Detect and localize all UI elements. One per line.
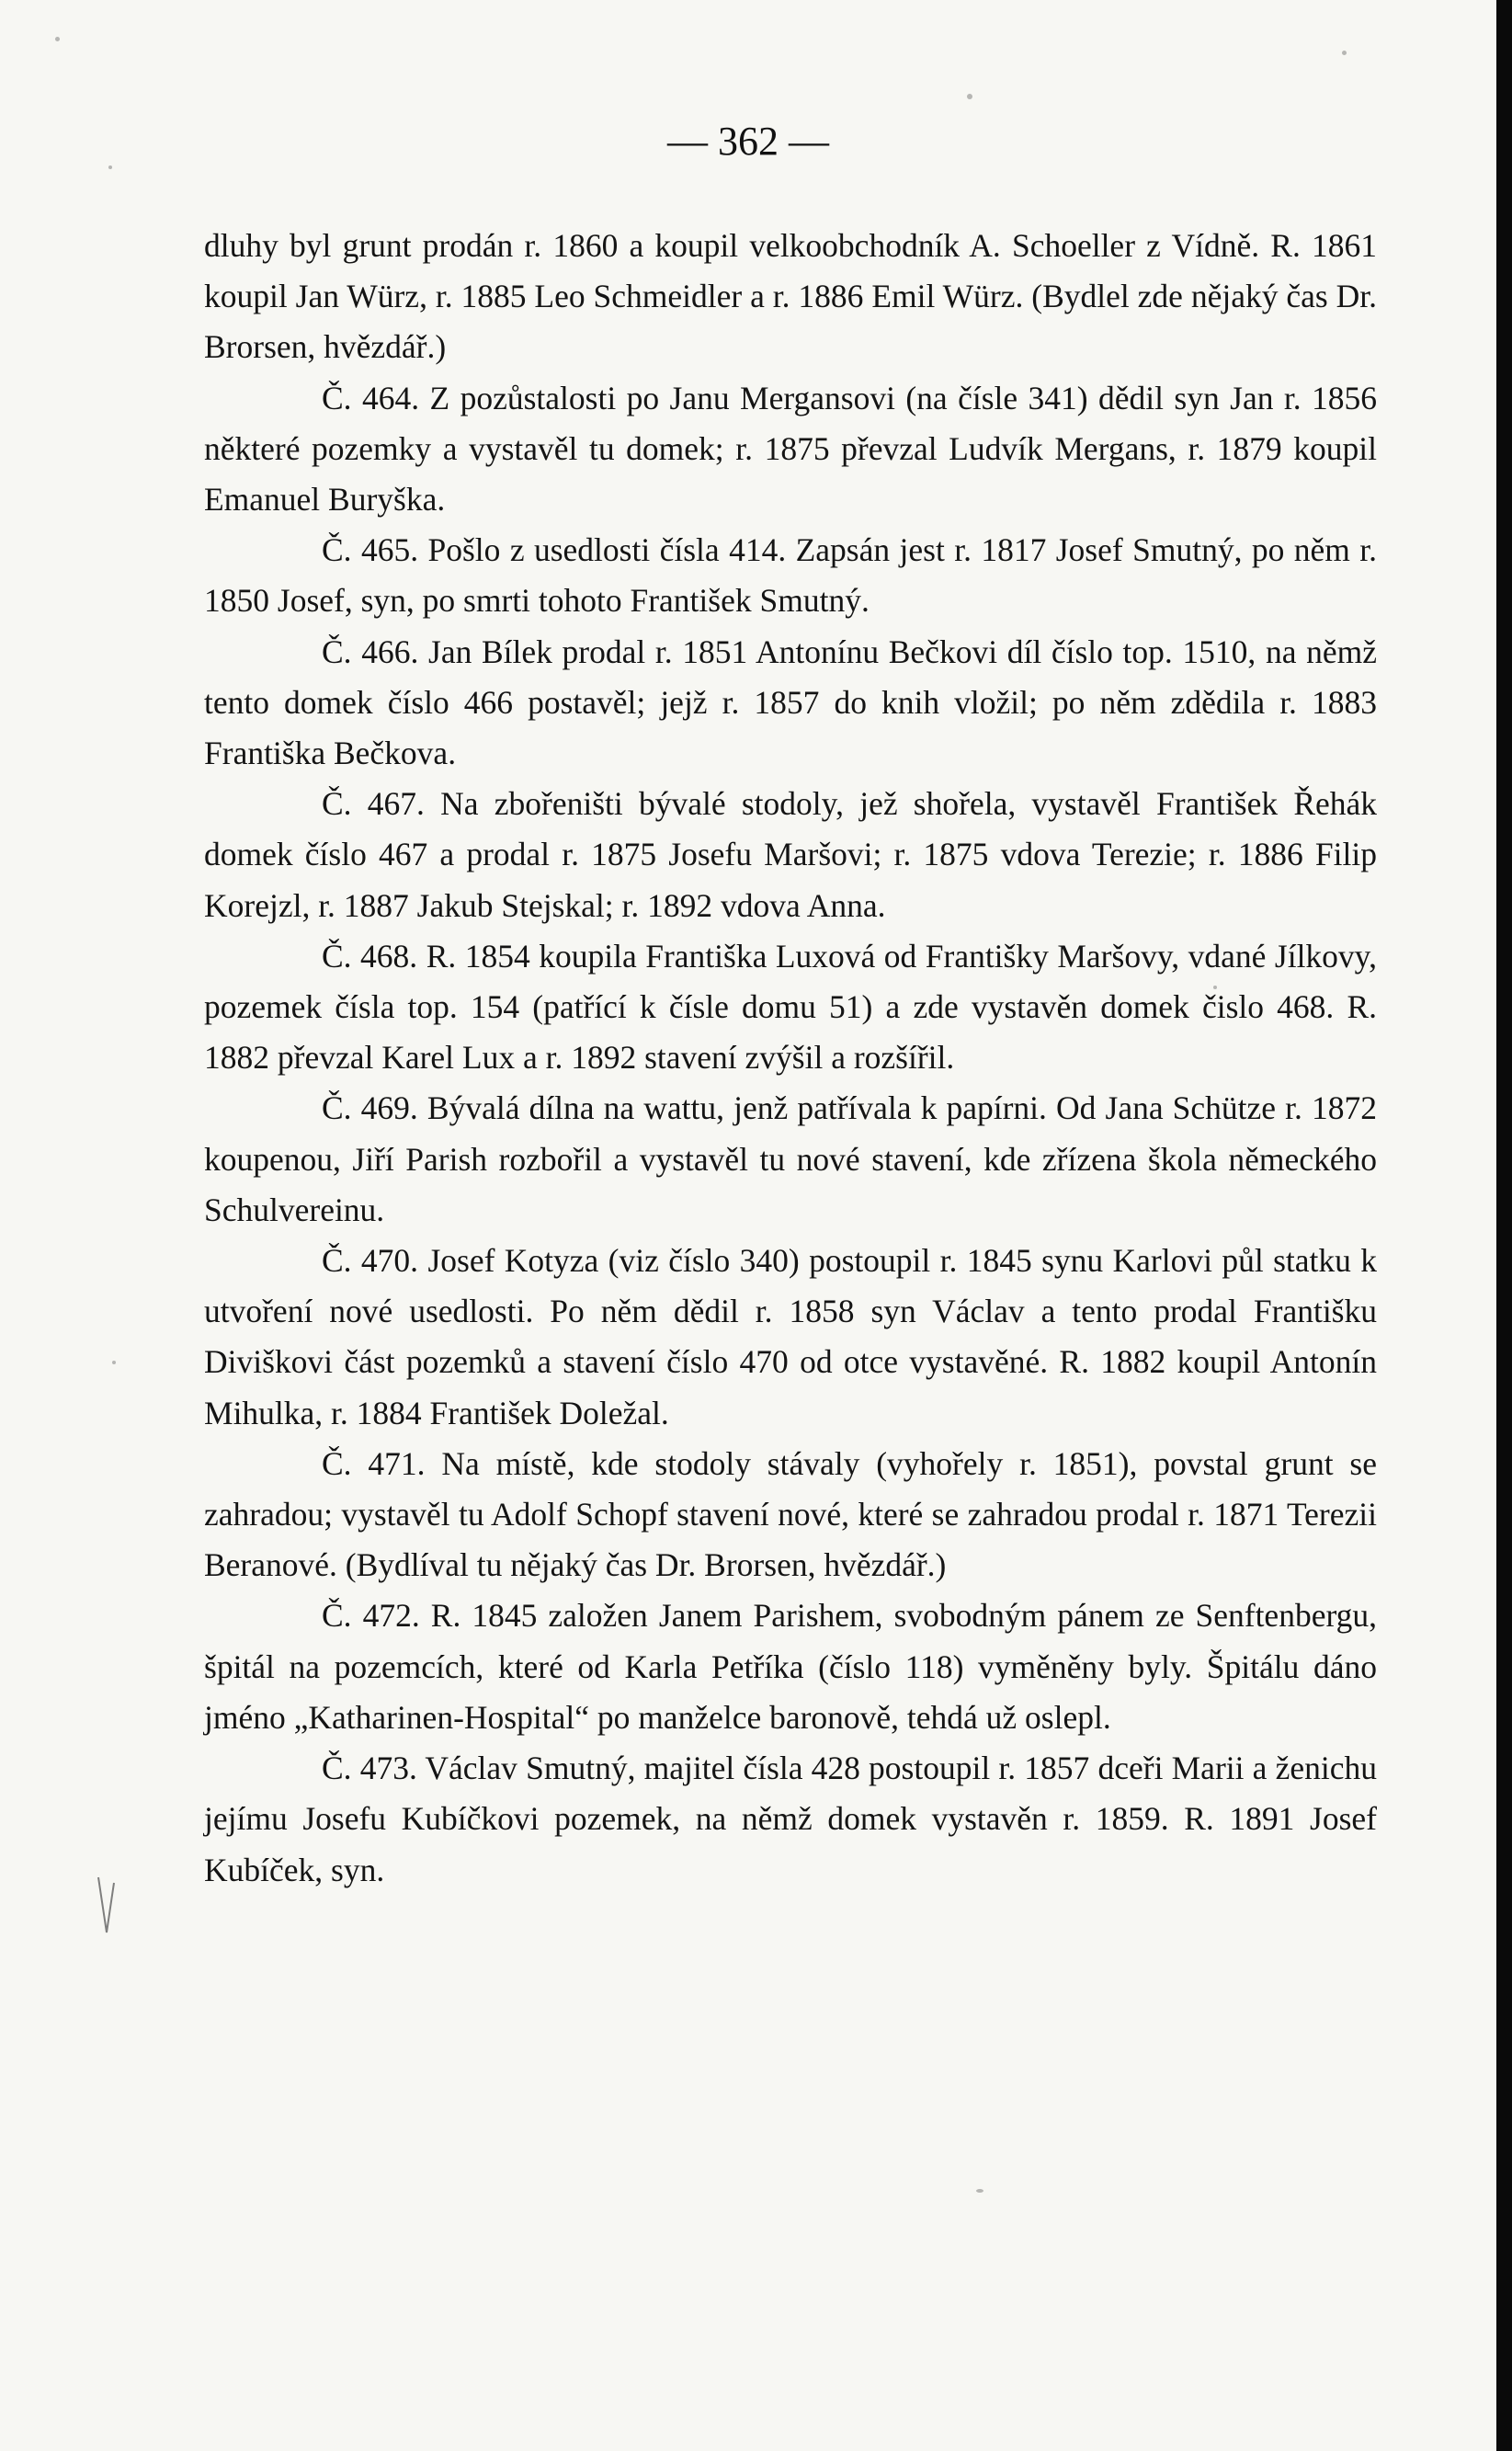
entry-label: Č. 467. bbox=[322, 785, 425, 823]
entry-label: Č. 471. bbox=[322, 1444, 426, 1482]
entry-text: Josef Kotyza (viz číslo 340) postoupil r. 1845 synu Karlovi půl statku k utvoření nové usedlosti. Po něm dědil r. 1858 syn Václav a tento prodal Františku Diviškovi část pozemků a stavení číslo 470 od otce vystavěné. R. 1882 koupil Antonín Mihulka, r. 1884 František Doležal. bbox=[204, 1242, 1378, 1431]
paper-speck bbox=[976, 2189, 983, 2193]
entry-471 bbox=[204, 1439, 1377, 1591]
entry-464 bbox=[204, 373, 1377, 526]
entry-text: Bývalá dílna na wattu, jenž patřívala k papírni. Od Jana Schütze r. 1872 koupenou, Jiří Parish rozbořil a vystavěl tu nové stavení, kde zřízena škola německého Schulvereinu. bbox=[204, 1089, 1378, 1228]
entry-text: Na zbořeništi bývalé stodoly, jež shořela, vystavěl František Řehák domek číslo 467 a prodal r. 1875 Josefu Maršovi; r. 1875 vdova Terezie; r. 1886 Filip Korejzl, r. 1887 Jakub Stejskal; r. 1892 vdova Anna. bbox=[204, 785, 1378, 924]
entry-465 bbox=[204, 525, 1377, 626]
entry-label: Č. 469. bbox=[322, 1089, 418, 1127]
entry-text: Jan Bílek prodal r. 1851 Antonínu Bečkovi díl číslo top. 1510, na němž tento domek číslo 466 postavěl; jejž r. 1857 do knih vložil; po něm zdědila r. 1883 Františka Bečkova. bbox=[204, 633, 1378, 772]
entry-label: Č. 472. bbox=[322, 1597, 420, 1635]
paragraph-text: dluhy byl grunt prodán r. 1860 a koupil velkoobchodník A. Schoeller z Vídně. R. 1861 koupil Jan Würz, r. 1885 Leo Schmeidler a r. 1886 Emil Würz. (Bydlel zde nějaký čas Dr. Brorsen, hvězdář.) bbox=[204, 227, 1377, 366]
paper-speck bbox=[112, 1361, 116, 1364]
entry-text: Pošlo z usedlosti čísla 414. Zapsán jest r. 1817 Josef Smutný, po něm r. 1850 Josef, syn, po smrti tohoto František Smutný. bbox=[204, 531, 1378, 620]
entry-text: Václav Smutný, majitel čísla 428 postoupil r. 1857 dceři Marii a ženichu jejímu Josefu Kubíčkovi pozemek, na němž domek vystavěn r. 1859. R. 1891 Josef Kubíček, syn. bbox=[204, 1750, 1377, 1888]
entry-473 bbox=[204, 1743, 1377, 1896]
entry-468 bbox=[204, 931, 1377, 1084]
entry-466 bbox=[204, 627, 1377, 780]
entry-label: Č. 466. bbox=[322, 633, 419, 670]
paper-speck bbox=[967, 94, 972, 99]
entry-469 bbox=[204, 1083, 1377, 1236]
entry-label: Č. 470. bbox=[322, 1242, 419, 1280]
entry-text: R. 1845 založen Janem Parishem, svobodným pánem ze Senftenbergu, špitál na pozemcích, které od Karla Petříka (číslo 118) vyměněny byly. Špitálu dáno jméno „Katharinen-Hospital“ po manželce baronově, tehdá už oslepl. bbox=[204, 1597, 1378, 1736]
page-number: — 362 — bbox=[667, 119, 829, 164]
entry-470 bbox=[204, 1236, 1377, 1439]
entry-text: Z pozůstalosti po Janu Mergansovi (na čísle 341) dědil syn Jan r. 1856 některé pozemky a vystavěl tu domek; r. 1875 převzal Ludvík Mergans, r. 1879 koupil Emanuel Buryška. bbox=[204, 379, 1378, 519]
paper-speck bbox=[108, 165, 112, 169]
entry-text: Na místě, kde stodoly stávaly (vyhořely r. 1851), povstal grunt se zahradou; vystavěl tu Adolf Schopf stavení nové, které se zahradou prodal r. 1871 Terezii Beranové. (Bydlíval tu nějaký čas Dr. Brorsen, hvězdář.) bbox=[204, 1444, 1377, 1584]
page-binding-edge bbox=[1496, 0, 1512, 2451]
paper-speck bbox=[1213, 986, 1217, 989]
paragraph-continuation bbox=[204, 221, 1377, 373]
entry-text: R. 1854 koupila Františka Luxová od Františky Maršovy, vdané Jílkovy, pozemek čísla top. 154 (patřící k čísle domu 51) a zde vystavěn domek čislo 468. R. 1882 převzal Karel Lux a r. 1892 stavení zvýšil a rozšířil. bbox=[204, 937, 1377, 1077]
entry-label: Č. 473. bbox=[322, 1750, 417, 1787]
margin-pencil-mark bbox=[96, 1875, 118, 1958]
page-body bbox=[204, 221, 1377, 1896]
paper-speck bbox=[1342, 51, 1347, 55]
entry-472 bbox=[204, 1590, 1377, 1743]
entry-label: Č. 468. bbox=[322, 937, 418, 975]
paper-speck bbox=[55, 37, 60, 41]
entry-label: Č. 464. bbox=[322, 379, 420, 416]
entry-label: Č. 465. bbox=[322, 531, 419, 569]
entry-467 bbox=[204, 779, 1377, 931]
